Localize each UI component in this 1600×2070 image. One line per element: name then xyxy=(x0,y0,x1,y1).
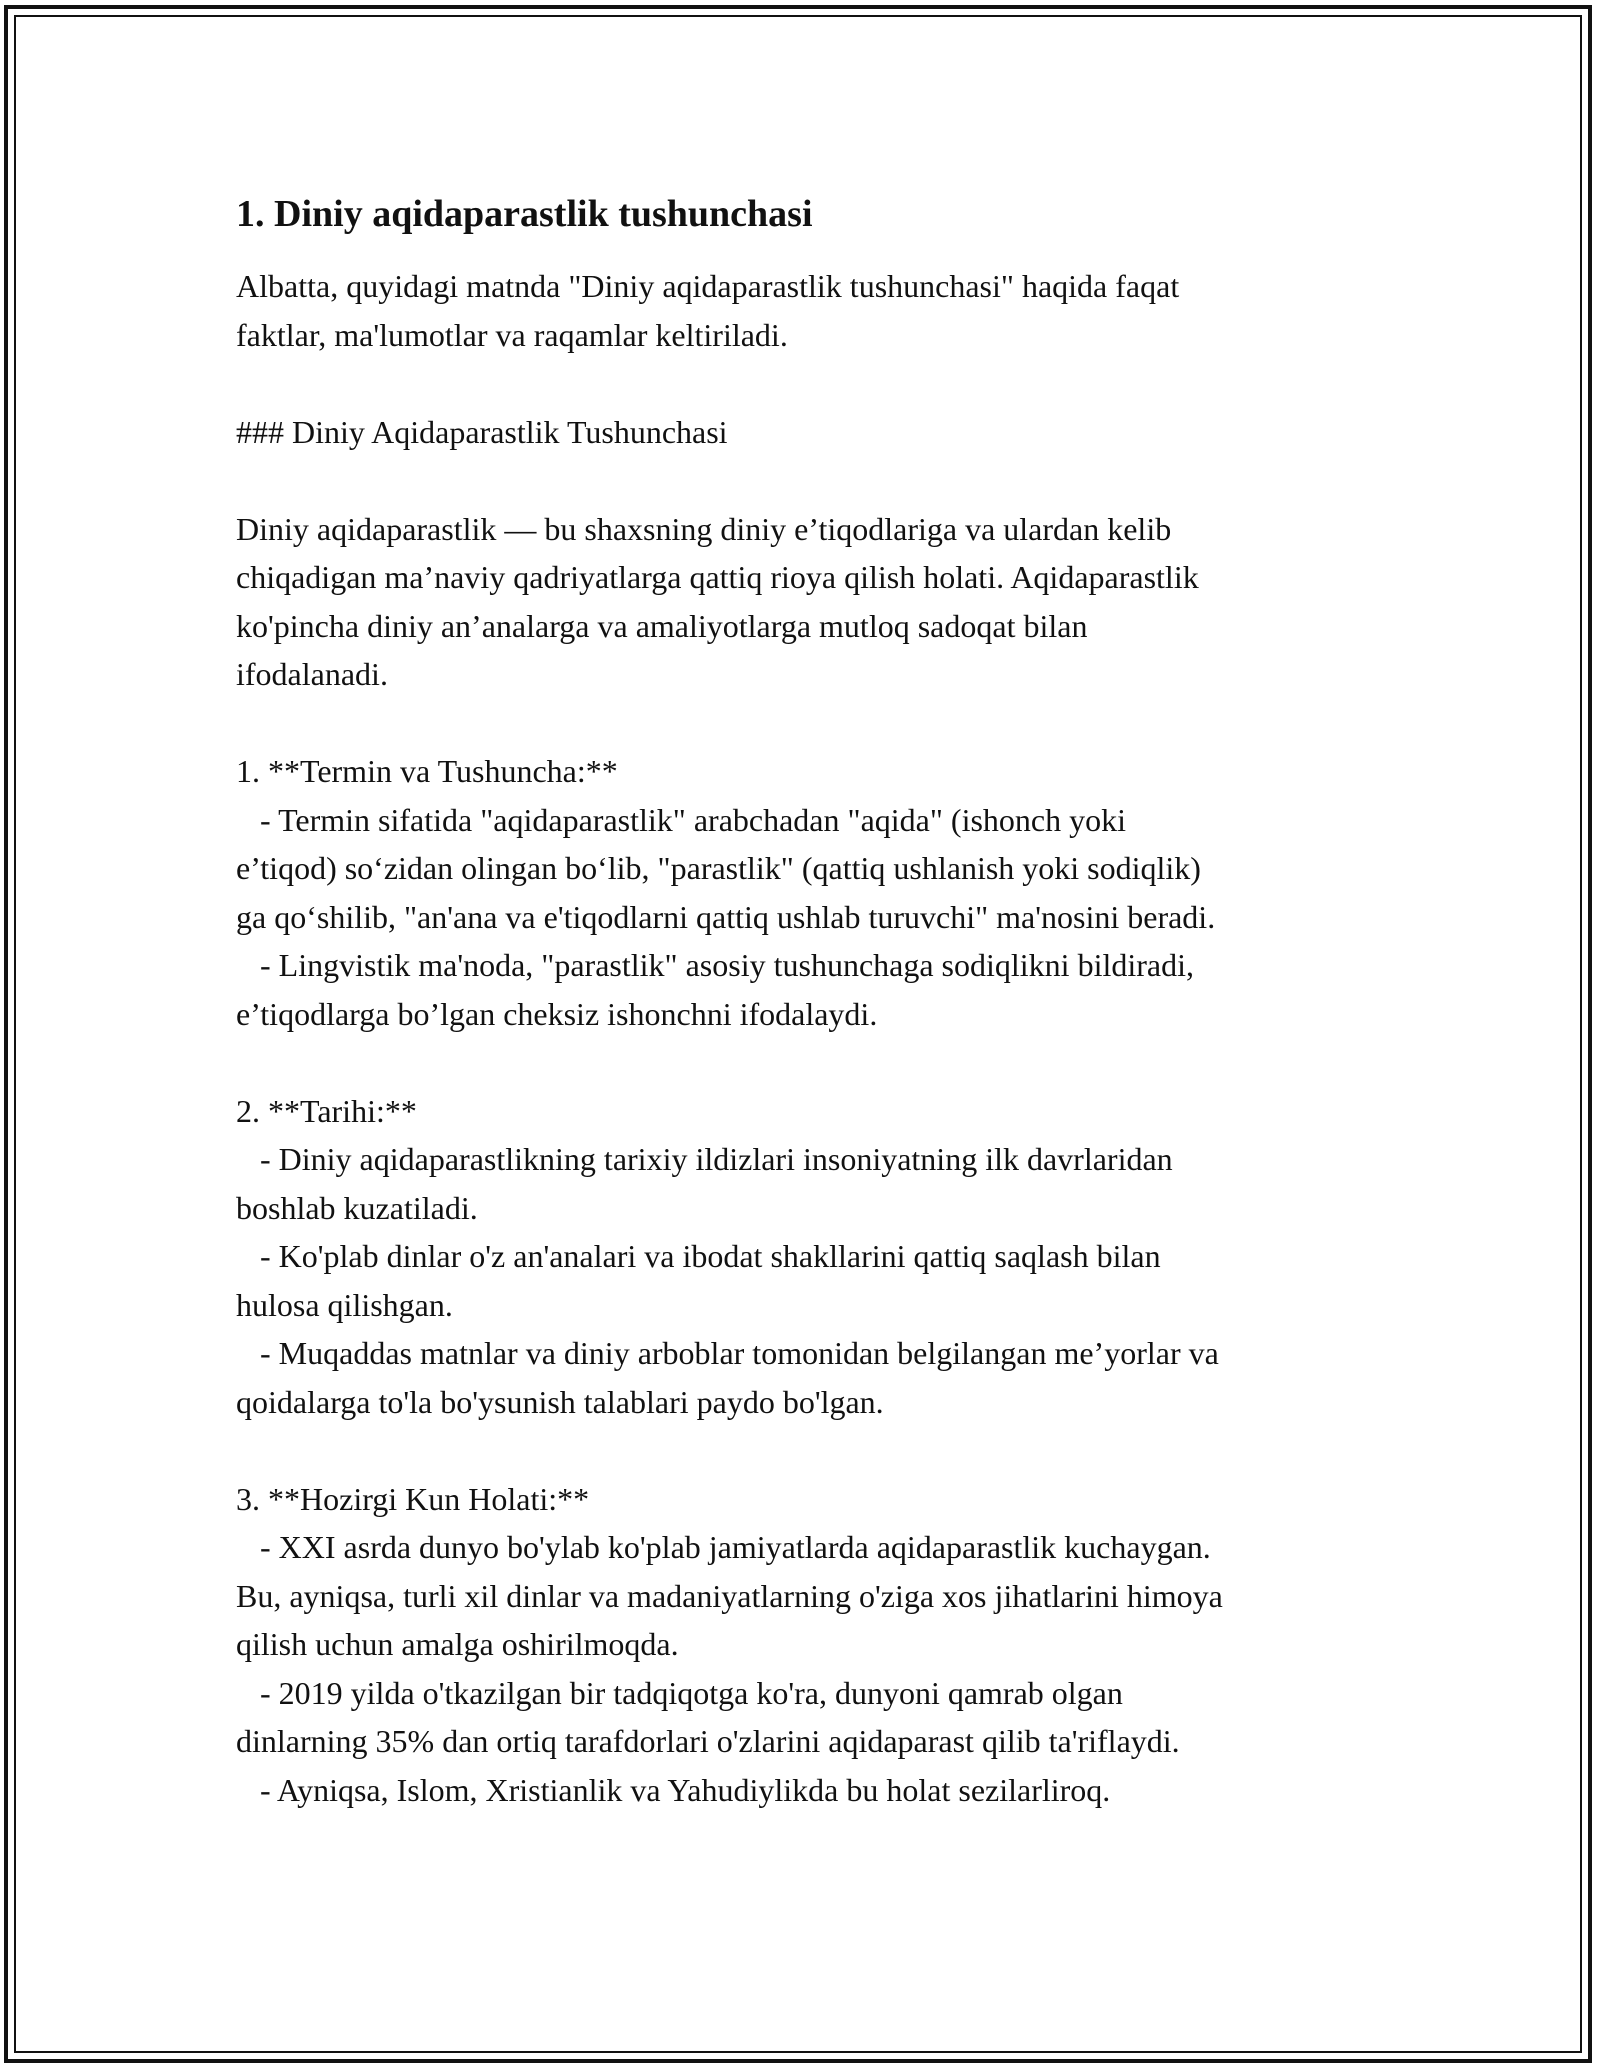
section-line: hulosa qilishgan. xyxy=(236,1286,453,1323)
section-line: - Termin sifatida "aqidaparastlik" arabchadan "aqida" (ishonch yoki xyxy=(236,801,1127,838)
section-line: dinlarning 35% dan ortiq tarafdorlari o'zlarini aqidaparast qilib ta'riflaydi. xyxy=(236,1723,1180,1759)
document-body xyxy=(236,188,1386,1814)
definition-line: chiqadigan ma’naviy qadriyatlarga qattiq rioya qilish holati. Aqidaparastlik xyxy=(236,559,1199,595)
intro-paragraph xyxy=(236,262,1386,359)
subheading: ### Diniy Aqidaparastlik Tushunchasi xyxy=(236,413,728,450)
section-line: e’tiqod) so‘zidan olingan bo‘lib, "parastlik" (qattiq ushlanish yoki sodiqlik) xyxy=(236,850,1201,886)
section-tarihi xyxy=(236,1087,1386,1427)
blank-line xyxy=(236,456,1386,505)
section-line: - Ayniqsa, Islom, Xristianlik va Yahudiylikda bu holat sezilarliroq. xyxy=(236,1771,1111,1808)
blank-line xyxy=(236,359,1386,408)
section-line: ga qo‘shilib, "an'ana va e'tiqodlarni qattiq ushlab turuvchi" ma'nosini beradi. xyxy=(236,898,1216,935)
section-line: - Lingvistik ma'noda, "parastlik" asosiy tushunchaga sodiqlikni bildiradi, xyxy=(236,947,1194,983)
section-line: qoidalarga to'la bo'ysunish talablari paydo bo'lgan. xyxy=(236,1383,884,1420)
definition-line: ifodalanadi. xyxy=(236,656,388,692)
section-line: boshlab kuzatiladi. xyxy=(236,1189,478,1226)
section-line: - 2019 yilda o'tkazilgan bir tadqiqotga ko'ra, dunyoni qamrab olgan xyxy=(236,1674,1123,1711)
section-line: - Diniy aqidaparastlikning tarixiy ildizlari insoniyatning ilk davrlaridan xyxy=(236,1141,1173,1177)
definition-paragraph xyxy=(236,505,1386,699)
definition-line: ko'pincha diniy an’analarga va amaliyotlarga mutloq sadoqat bilan xyxy=(236,607,1088,644)
intro-line: faktlar, ma'lumotlar va raqamlar keltiriladi. xyxy=(236,316,788,353)
section-line: - XXI asrda dunyo bo'ylab ko'plab jamiyatlarda aqidaparastlik kuchaygan. xyxy=(236,1529,1211,1565)
section-line: qilish uchun amalga oshirilmoqda. xyxy=(236,1626,679,1662)
page-title: 1. Diniy aqidaparastlik tushunchasi xyxy=(236,193,813,235)
section-title: 1. **Termin va Tushuncha:** xyxy=(236,753,618,789)
section-line: - Ko'plab dinlar o'z an'analari va ibodat shakllarini qattiq saqlash bilan xyxy=(236,1238,1161,1274)
blank-line xyxy=(236,1426,1386,1475)
section-title: 3. **Hozirgi Kun Holati:** xyxy=(236,1480,590,1517)
definition-line: Diniy aqidaparastlik — bu shaxsning diniy e’tiqodlariga va ulardan kelib xyxy=(236,510,1172,547)
section-hozirgi-kun xyxy=(236,1475,1386,1815)
intro-line: Albatta, quyidagi matnda "Diniy aqidaparastlik tushunchasi" haqida faqat xyxy=(236,268,1180,304)
section-line: - Muqaddas matnlar va diniy arboblar tomonidan belgilangan me’yorlar va xyxy=(236,1335,1219,1371)
blank-line xyxy=(236,699,1386,748)
blank-line xyxy=(236,1038,1386,1087)
section-title: 2. **Tarihi:** xyxy=(236,1092,417,1129)
section-line: Bu, ayniqsa, turli xil dinlar va madaniyatlarning o'ziga xos jihatlarini himoya xyxy=(236,1577,1223,1614)
section-termin xyxy=(236,747,1386,1038)
section-line: e’tiqodlarga bo’lgan cheksiz ishonchni ifodalaydi. xyxy=(236,995,878,1032)
